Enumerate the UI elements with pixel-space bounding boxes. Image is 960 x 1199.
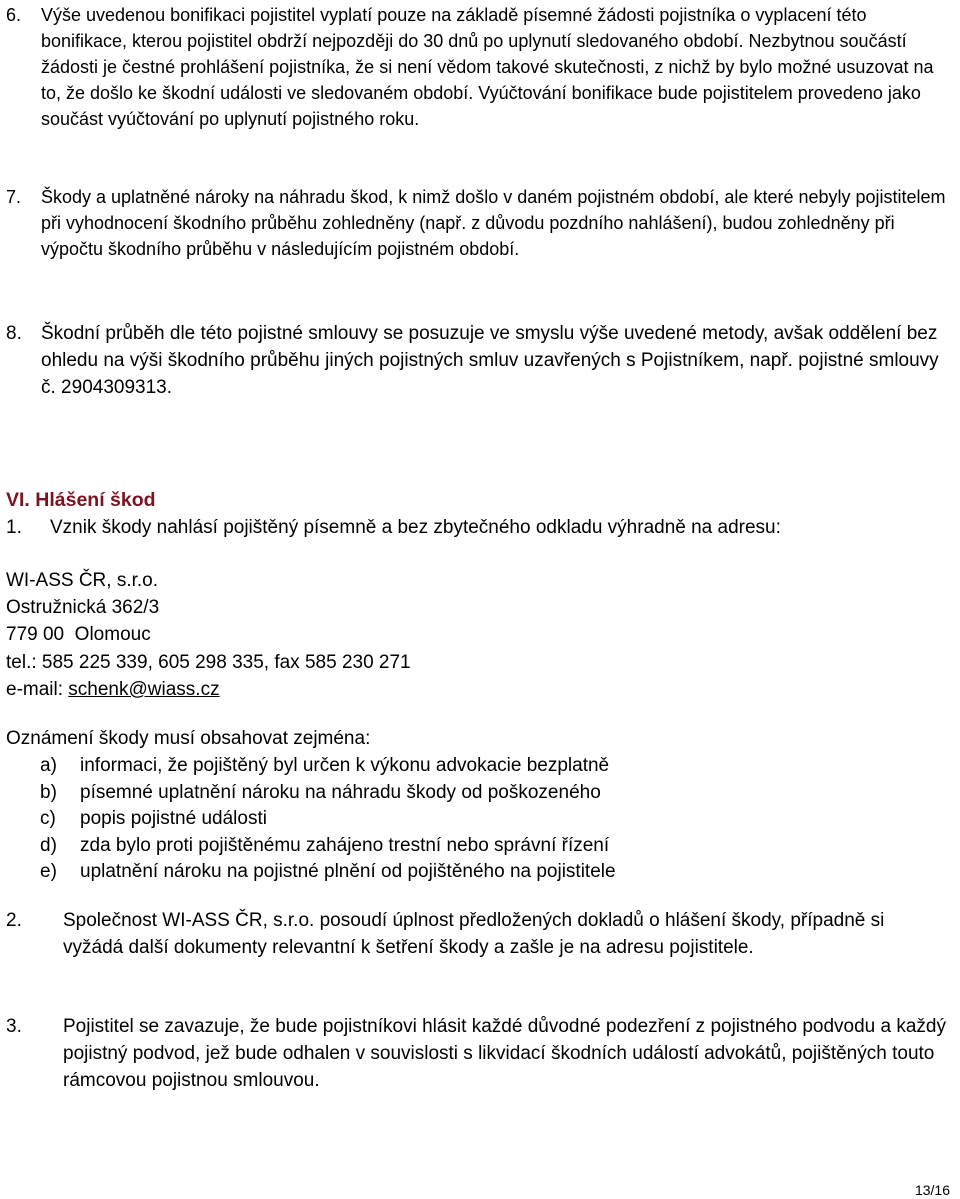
section-item-text: Společnost WI-ASS ČR, s.r.o. posoudí úplnost předložených dokladů o hlášení škody, případně si vyžádá další dokumenty relevantní k šetření škody a zašle je na adresu pojistitele. (63, 910, 885, 959)
list-text: uplatnění nároku na pojistné plnění od pojištěného na pojistitele (80, 861, 616, 882)
list-item (40, 832, 940, 859)
list-text: informaci, že pojištěný byl určen k výkonu advokacie bezplatně (80, 755, 610, 776)
section-item-text: Vznik škody nahlásí pojištěný písemně a bez zbytečného odkladu výhradně na adresu: (50, 517, 781, 538)
list-letter: e) (40, 861, 57, 882)
section-item-number: 2. (6, 910, 22, 931)
list-text: zda bylo proti pojištěnému zahájeno trestní nebo správní řízení (80, 834, 610, 856)
page-number: 13/16 (914, 1182, 950, 1198)
list-item (40, 752, 940, 779)
paragraph-text: Výše uvedenou bonifikaci pojistitel vyplatí pouze na základě písemné žádosti pojistníka o vyplacení této bonifikace, kterou pojistitel obdrží nejpozději do 30 dnů po uplynutí sledovaného období. Nezbytnou součástí žádosti je čestné prohlášení pojistníka, že si není vědom takové skutečnosti, z nichž by bylo možné usuzovat na to, že došlo ke škodní události ve sledovaném období. Vyúčtování bonifikace bude pojistitelem provedeno jako součást vyúčtování po uplynutí pojistného roku. (41, 5, 934, 129)
list-letter: c) (40, 808, 56, 829)
address-block (6, 567, 706, 703)
paragraph-number: 8. (6, 323, 22, 344)
address-city: 779 00 Olomouc (6, 624, 151, 646)
list-item (40, 805, 940, 832)
section-item-3 (6, 1013, 956, 1095)
list-letter: d) (40, 834, 57, 856)
notice-intro: Oznámení škody musí obsahovat zejména: (6, 728, 371, 749)
paragraph-7 (6, 184, 956, 262)
section-item-number: 3. (6, 1016, 22, 1037)
email-link[interactable]: schenk@wiass.cz (68, 678, 220, 700)
list-item (40, 858, 940, 885)
paragraph-6 (6, 2, 956, 132)
paragraph-8 (6, 320, 956, 402)
paragraph-number: 6. (6, 5, 22, 25)
list-letter: b) (40, 781, 57, 803)
paragraph-text: Škody a uplatněné nároky na náhradu škod, k nimž došlo v daném pojistném období, ale které nebyly pojistitelem při vyhodnocení škodního průběhu zohledněny (např. z důvodu pozdního nahlášení), budou zohledněny při výpočtu škodního průběhu v následujícím pojistném období. (41, 187, 946, 259)
notice-list (40, 752, 940, 885)
section-item-number: 1. (6, 517, 22, 538)
section-item-text: Pojistitel se zavazuje, že bude pojistníkovi hlásit každé důvodné podezření z pojistného podvodu a každý pojistný podvod, jež bude odhalen v souvislosti s likvidací škodních událostí advokátů, pojištěných touto rámcovou pojistnou smlouvou. (63, 1016, 946, 1092)
section-heading: VI. Hlášení škod (6, 489, 156, 511)
address-email-line (6, 676, 706, 703)
email-label: e-mail: (6, 678, 69, 700)
address-phone: tel.: 585 225 339, 605 298 335, fax 585 230 271 (6, 651, 411, 673)
list-item (40, 779, 940, 806)
list-letter: a) (40, 755, 57, 776)
section-item-1 (6, 514, 956, 541)
paragraph-number: 7. (6, 187, 22, 207)
paragraph-text: Škodní průběh dle této pojistné smlouvy se posuzuje ve smyslu výše uvedené metody, avšak oddělení bez ohledu na výši škodního průběhu jiných pojistných smluv uzavřených s Pojistníkem, např. pojistné smlouvy č. 2904309313. (41, 323, 939, 399)
address-company: WI-ASS ČR, s.r.o. (6, 570, 159, 591)
section-item-2 (6, 907, 956, 961)
list-text: písemné uplatnění nároku na náhradu škody od poškozeného (80, 781, 601, 803)
address-street: Ostružnická 362/3 (6, 597, 160, 619)
list-text: popis pojistné události (80, 808, 267, 829)
